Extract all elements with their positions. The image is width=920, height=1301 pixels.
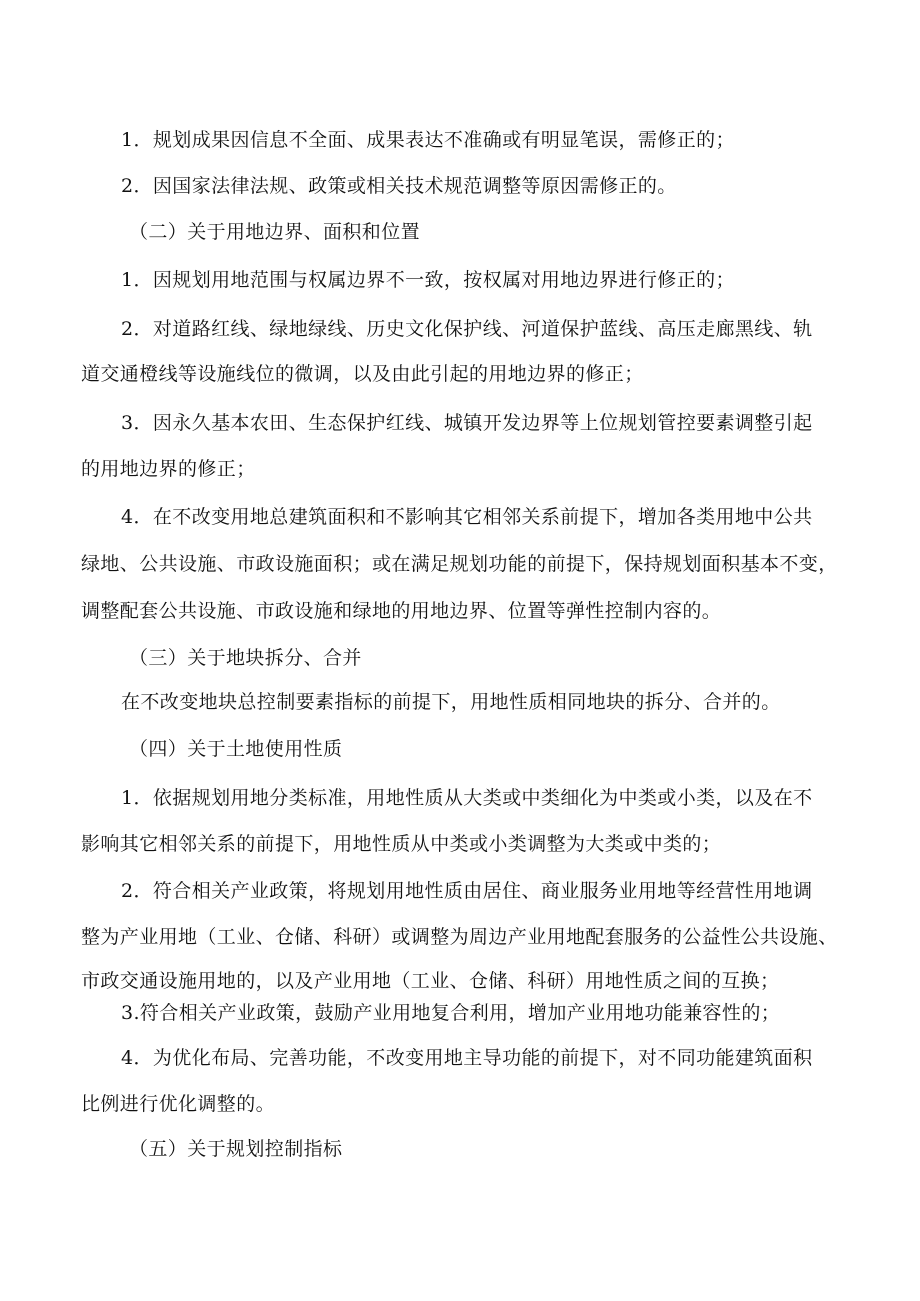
paragraph-boundary-item-1: 1．因规划用地范围与权属边界不一致，按权属对用地边界进行修正的； [121, 269, 735, 291]
section-heading-3: （三）关于地块拆分、合并 [129, 647, 362, 669]
paragraph-land-use-item-4-line-2: 比例进行优化调整的。 [81, 1093, 276, 1115]
paragraph-land-use-item-1-line-2: 影响其它相邻关系的前提下，用地性质从中类或小类调整为大类或中类的； [81, 833, 722, 855]
paragraph-parcel-split: 在不改变地块总控制要素指标的前提下，用地性质相同地块的拆分、合并的。 [121, 691, 781, 713]
paragraph-boundary-item-2-line-2: 道交通橙线等设施线位的微调，以及由此引起的用地边界的修正； [81, 363, 644, 385]
paragraph-boundary-item-4-line-1: 4．在不改变用地总建筑面积和不影响其它相邻关系前提下，增加各类用地中公共 [121, 506, 813, 528]
paragraph-land-use-item-1-line-1: 1．依据规划用地分类标准，用地性质从大类或中类细化为中类或小类，以及在不 [121, 787, 813, 809]
paragraph-land-use-item-2-line-3: 市政交通设施用地的，以及产业用地（工业、仓储、科研）用地性质之间的互换； [81, 970, 780, 992]
paragraph-boundary-item-3-line-1: 3．因永久基本农田、生态保护红线、城镇开发边界等上位规划管控要素调整引起 [121, 412, 813, 434]
section-heading-2: （二）关于用地边界、面积和位置 [129, 221, 421, 243]
paragraph-boundary-item-4-line-2: 绿地、公共设施、市政设施面积；或在满足规划功能的前提下，保持规划面积基本不变， [81, 553, 838, 575]
section-heading-5: （五）关于规划控制指标 [129, 1138, 343, 1160]
paragraph-boundary-item-4-line-3: 调整配套公共设施、市政设施和绿地的用地边界、位置等弹性控制内容的。 [81, 600, 722, 622]
paragraph-boundary-item-2-line-1: 2．对道路红线、绿地绿线、历史文化保护线、河道保护蓝线、高压走廊黑线、轨 [121, 318, 813, 340]
paragraph-land-use-item-4-line-1: 4．为优化布局、完善功能，不改变用地主导功能的前提下，对不同功能建筑面积 [121, 1047, 813, 1069]
section-heading-4: （四）关于土地使用性质 [129, 738, 343, 760]
paragraph-item-1-revision: 1．规划成果因信息不全面、成果表达不准确或有明显笔误，需修正的； [121, 129, 735, 151]
paragraph-item-2-revision: 2．因国家法律法规、政策或相关技术规范调整等原因需修正的。 [121, 175, 677, 197]
paragraph-boundary-item-3-line-2: 的用地边界的修正； [81, 458, 256, 480]
paragraph-land-use-item-2-line-1: 2．符合相关产业政策，将规划用地性质由居住、商业服务业用地等经营性用地调 [121, 880, 813, 902]
paragraph-land-use-item-3: 3.符合相关产业政策，鼓励产业用地复合利用，增加产业用地功能兼容性的； [121, 1002, 781, 1024]
paragraph-land-use-item-2-line-2: 整为产业用地（工业、仓储、科研）或调整为周边产业用地配套服务的公益性公共设施、 [81, 926, 838, 948]
